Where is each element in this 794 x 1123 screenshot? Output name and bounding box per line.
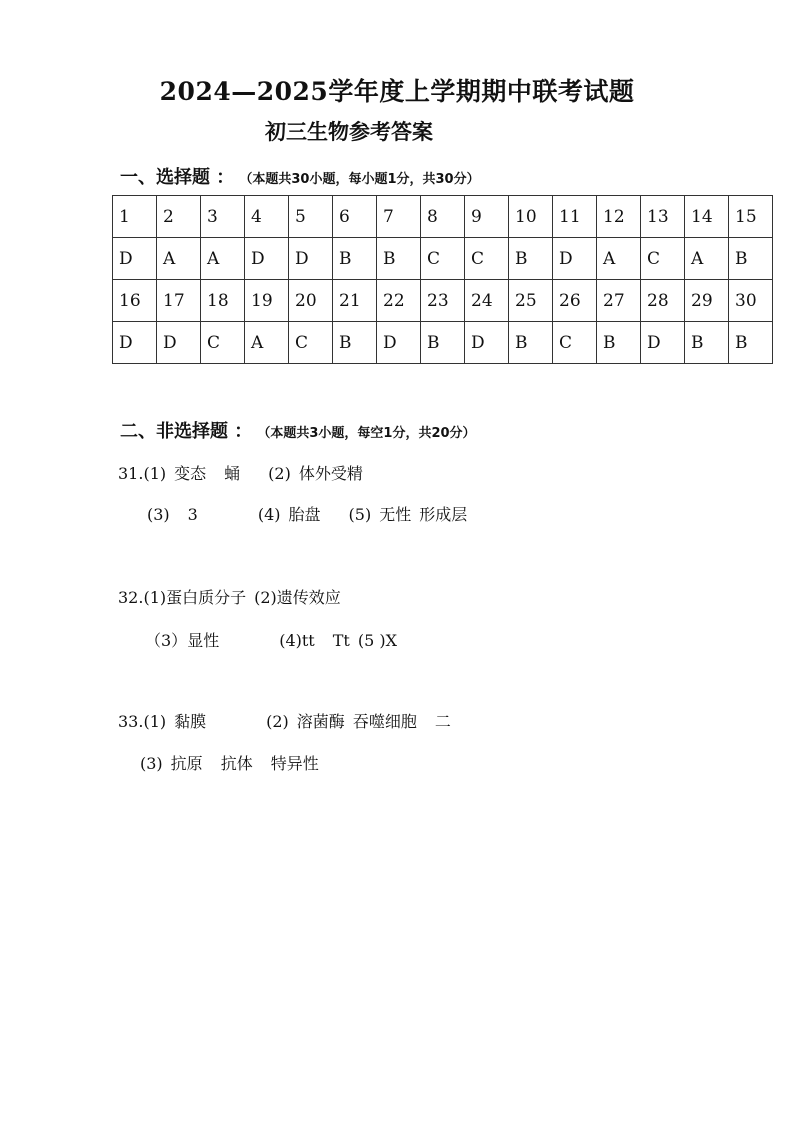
question-number-cell: 5 (289, 196, 333, 238)
answer-text: 体外受精 (298, 464, 363, 483)
answer-32-line-1 (118, 585, 341, 608)
answer-cell: B (729, 238, 773, 280)
answer-text: 蛹 (224, 464, 241, 483)
question-number-cell: 8 (421, 196, 465, 238)
answer-cell: A (685, 238, 729, 280)
question-number-cell: 30 (729, 280, 773, 322)
answer-cell: D (553, 238, 597, 280)
answer-33-line-2 (140, 751, 319, 774)
question-number-cell: 18 (201, 280, 245, 322)
page-subtitle: 初三生物参考答案 (265, 119, 433, 144)
answer-text: X (385, 631, 397, 650)
question-number-cell: 3 (201, 196, 245, 238)
answer-33-line-1 (118, 709, 451, 732)
answer-cell: D (113, 238, 157, 280)
question-number-cell: 7 (377, 196, 421, 238)
answer-31-line-1 (118, 461, 363, 484)
answer-text: 吞噬细胞 (352, 712, 417, 731)
table-row-answers (113, 238, 773, 280)
answer-text: 遗传效应 (276, 588, 341, 607)
question-number-cell: 24 (465, 280, 509, 322)
answer-cell: C (201, 322, 245, 364)
answer-cell: C (641, 238, 685, 280)
answer-cell: D (465, 322, 509, 364)
answer-text: 抗体 (220, 754, 253, 773)
part-label: (2) (266, 712, 289, 731)
answer-cell: C (289, 322, 333, 364)
answer-text: 溶菌酶 (296, 712, 345, 731)
answer-cell: D (377, 322, 421, 364)
question-number-cell: 13 (641, 196, 685, 238)
question-number-cell: 19 (245, 280, 289, 322)
question-number-cell: 9 (465, 196, 509, 238)
answer-text: 胎盘 (288, 505, 321, 524)
answer-text: Tt (332, 631, 350, 650)
answer-cell: A (245, 322, 289, 364)
answer-cell: B (377, 238, 421, 280)
part-label: (5) (348, 505, 372, 524)
answer-text: 黏膜 (174, 712, 207, 731)
part-label: (5 ) (357, 631, 386, 650)
answer-text: 3 (187, 505, 198, 524)
answer-cell: A (157, 238, 201, 280)
answer-cell: B (509, 322, 553, 364)
part-label: (3) (140, 754, 163, 773)
question-number-cell: 10 (509, 196, 553, 238)
question-number: 32.(1) (118, 588, 167, 607)
answer-cell: B (421, 322, 465, 364)
question-number-cell: 1 (113, 196, 157, 238)
question-number-cell: 21 (333, 280, 377, 322)
question-number-cell: 28 (641, 280, 685, 322)
question-number-cell: 22 (377, 280, 421, 322)
answer-text: 无性 (379, 505, 412, 524)
answer-text: 抗原 (170, 754, 203, 773)
section-heading-label: 一、选择题 ： (120, 167, 235, 188)
section-heading-note: （本题共30小题，每小题1分，共30分） (239, 172, 480, 187)
table-row-question-numbers (113, 196, 773, 238)
table-row-question-numbers (113, 280, 773, 322)
question-number-cell: 12 (597, 196, 641, 238)
answer-cell: B (333, 322, 377, 364)
question-number-cell: 23 (421, 280, 465, 322)
question-number-cell: 6 (333, 196, 377, 238)
answer-31-line-2 (147, 502, 467, 525)
question-number-cell: 16 (113, 280, 157, 322)
question-number-cell: 27 (597, 280, 641, 322)
question-number-cell: 17 (157, 280, 201, 322)
section-multiple-choice-heading (120, 163, 480, 189)
question-number-cell: 15 (729, 196, 773, 238)
part-label: （3） (145, 631, 188, 650)
question-number-cell: 26 (553, 280, 597, 322)
answer-text: 蛋白质分子 (166, 588, 247, 607)
page-title: 2024—2025学年度上学期期中联考试题 (159, 77, 635, 106)
answer-table (112, 195, 773, 364)
question-number-cell: 4 (245, 196, 289, 238)
answer-cell: B (597, 322, 641, 364)
answer-cell: C (553, 322, 597, 364)
answer-text: 变态 (174, 464, 207, 483)
answer-cell: A (597, 238, 641, 280)
answer-cell: D (641, 322, 685, 364)
answer-cell: D (245, 238, 289, 280)
answer-text: 二 (434, 712, 451, 731)
answer-cell: B (333, 238, 377, 280)
answer-cell: D (113, 322, 157, 364)
question-number-cell: 2 (157, 196, 201, 238)
section-heading-label: 二、非选择题 ： (120, 421, 253, 442)
section-non-choice-heading (120, 417, 476, 443)
part-label: (2) (254, 588, 277, 607)
section-heading-note: （本题共3小题，每空1分，共20分） (257, 426, 476, 441)
answer-text: 特异性 (270, 754, 319, 773)
question-number-cell: 25 (509, 280, 553, 322)
question-number: 31.(1) (118, 464, 167, 483)
answer-cell: C (465, 238, 509, 280)
question-number-cell: 29 (685, 280, 729, 322)
answer-cell: B (685, 322, 729, 364)
question-number-cell: 14 (685, 196, 729, 238)
part-label: (2) (268, 464, 291, 483)
part-label: (3) (147, 505, 170, 524)
answer-cell: D (157, 322, 201, 364)
answer-text: tt (301, 631, 315, 650)
answer-32-line-2 (145, 628, 397, 651)
table-row-answers (113, 322, 773, 364)
answer-cell: D (289, 238, 333, 280)
answer-cell: B (729, 322, 773, 364)
question-number-cell: 20 (289, 280, 333, 322)
question-number-cell: 11 (553, 196, 597, 238)
question-number: 33.(1) (118, 712, 167, 731)
answer-text: 显性 (187, 631, 220, 650)
part-label: (4) (257, 505, 281, 524)
part-label: (4) (279, 631, 302, 650)
answer-text: 形成层 (419, 505, 468, 524)
answer-cell: A (201, 238, 245, 280)
answer-cell: B (509, 238, 553, 280)
answer-cell: C (421, 238, 465, 280)
